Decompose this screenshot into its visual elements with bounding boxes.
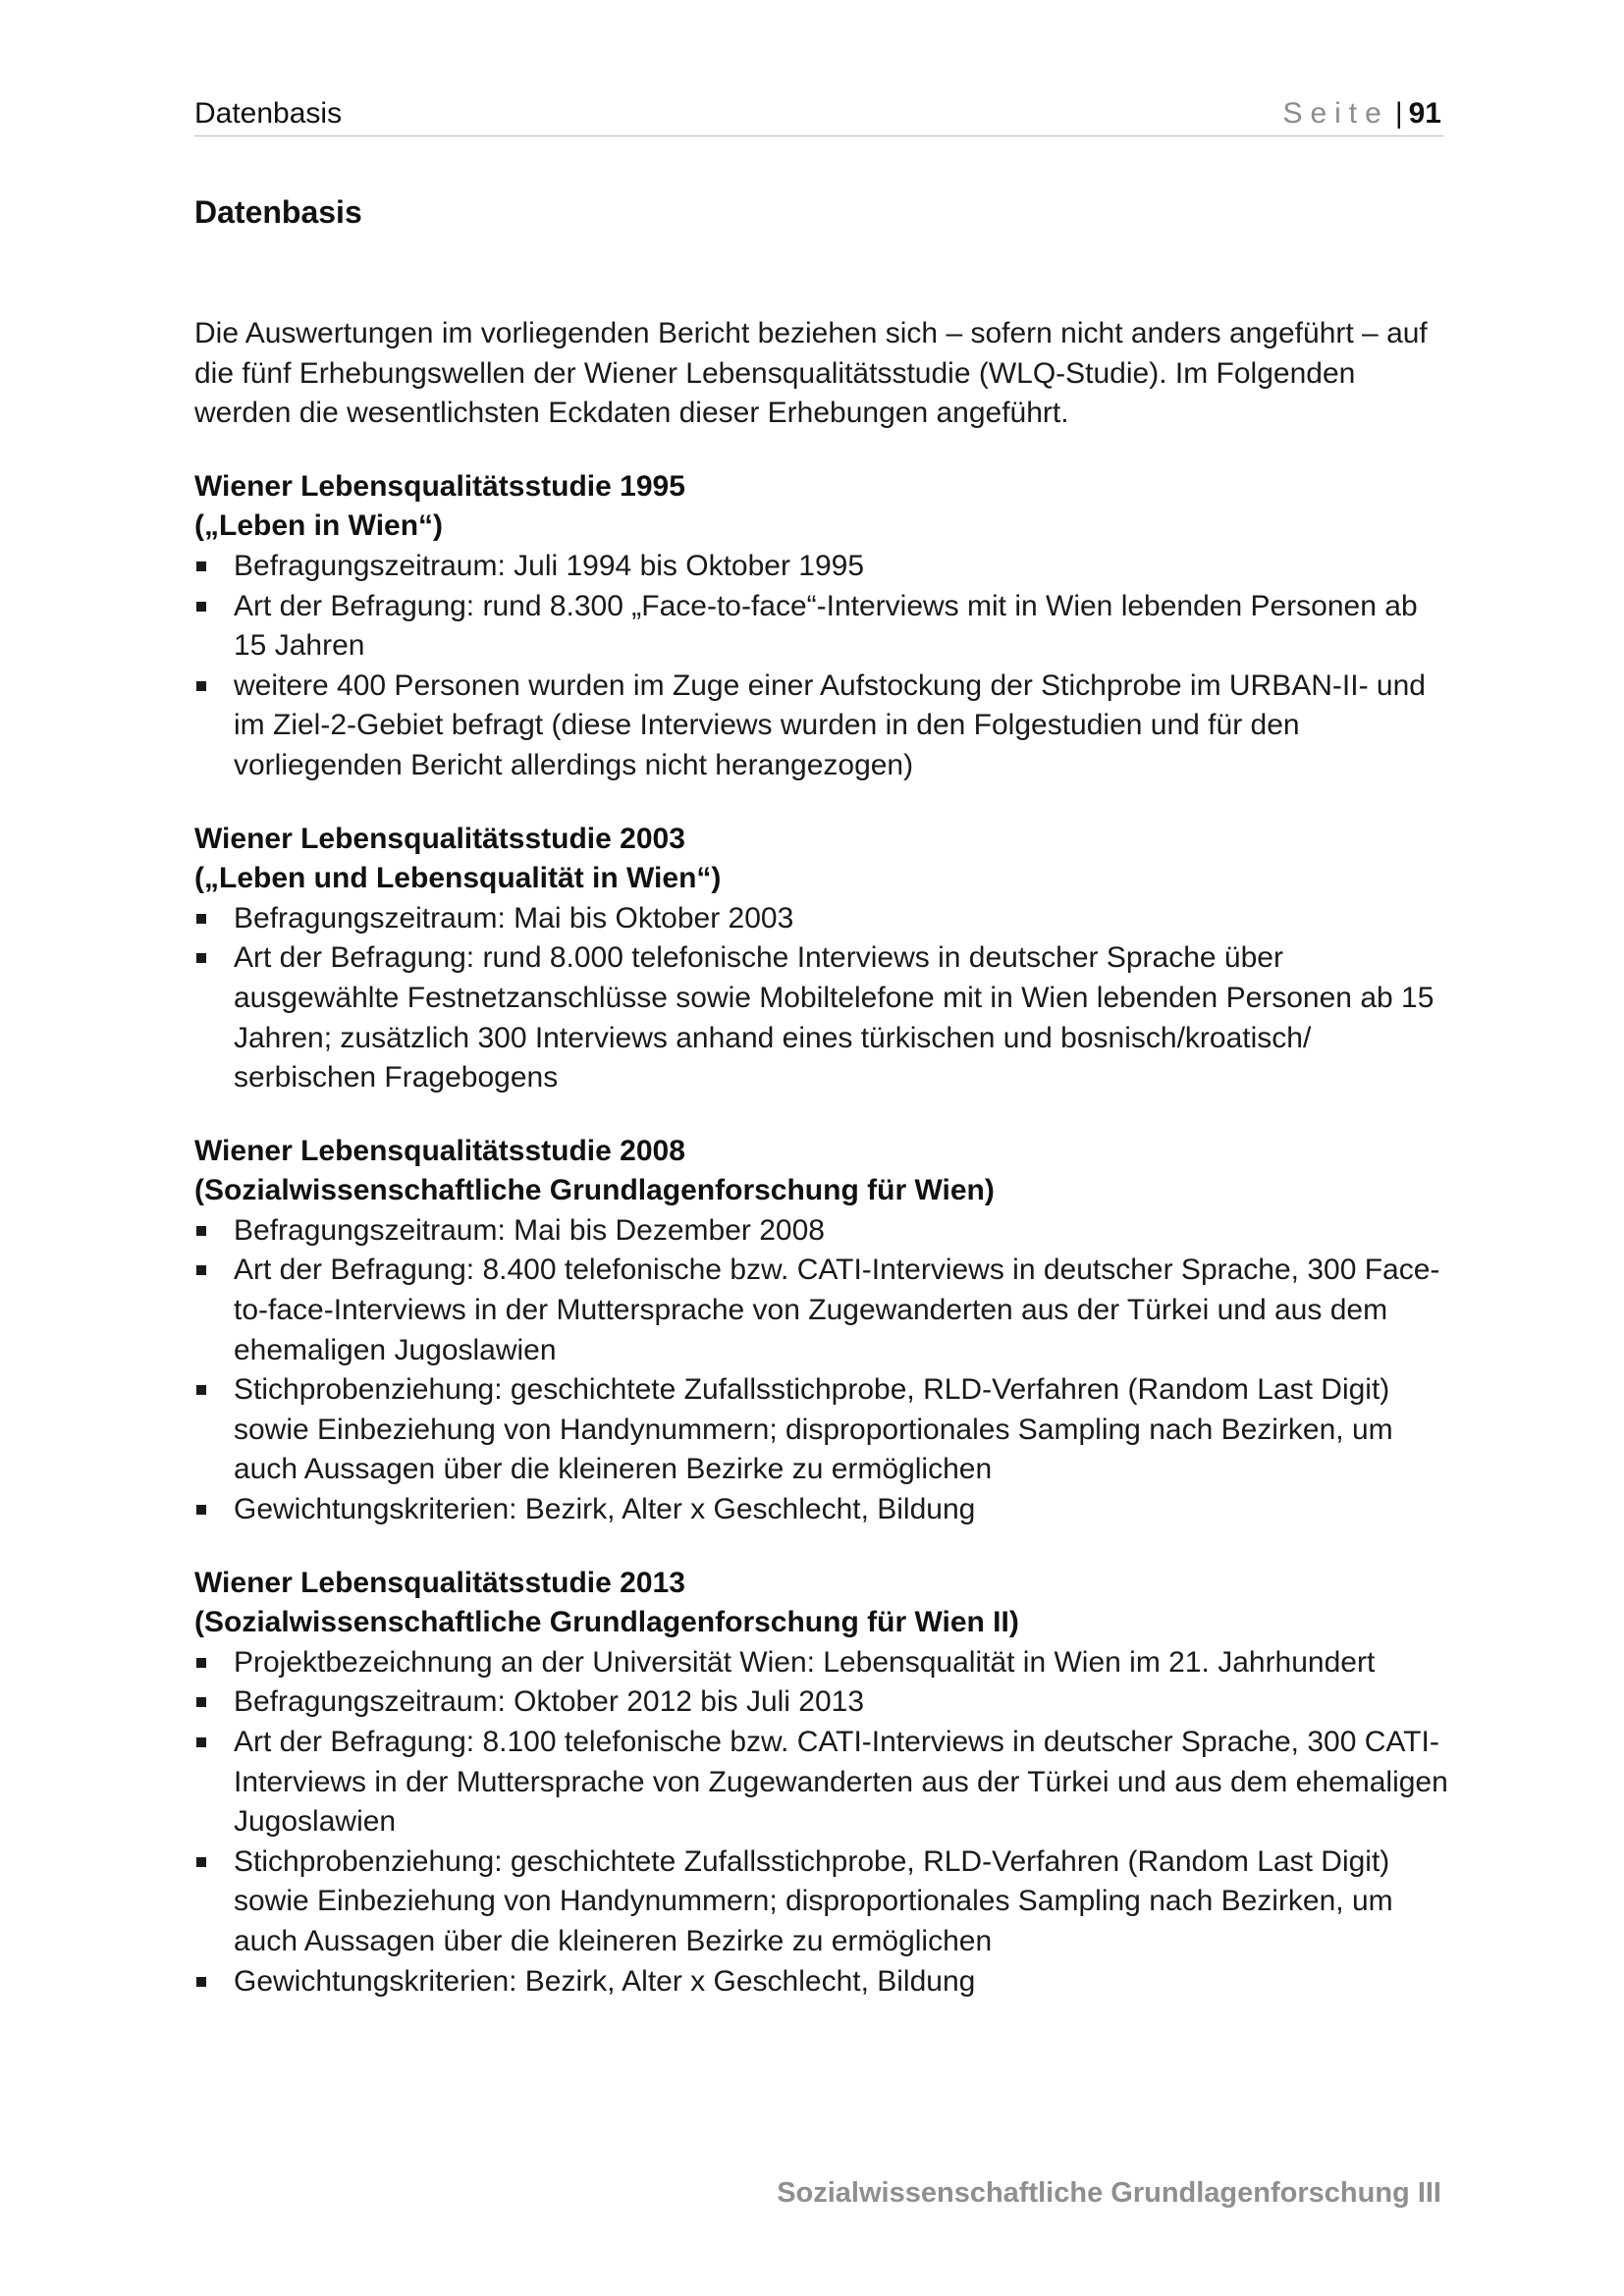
page-header bbox=[194, 96, 1443, 136]
bullet-list bbox=[194, 899, 1451, 1098]
square-bullet-icon bbox=[196, 1226, 206, 1236]
list-item bbox=[194, 1251, 1451, 1370]
page-title: Datenbasis bbox=[194, 194, 362, 230]
bullet-list bbox=[194, 1211, 1451, 1530]
seite-label: Seite bbox=[1282, 97, 1389, 130]
list-item-text: Gewichtungskriterien: Bezirk, Alter x Geschlecht, Bildung bbox=[234, 1964, 976, 1998]
section-title: Wiener Lebensqualitätsstudie 2003 bbox=[194, 822, 685, 855]
header-separator: | bbox=[1394, 97, 1403, 130]
list-item-text: Art der Befragung: rund 8.300 „Face-to-face“-Interviews mit in Wien lebenden Personen ab 15 Jahren bbox=[234, 589, 1418, 663]
section-2008 bbox=[194, 1132, 1451, 1530]
section-subtitle: (Sozialwissenschaftliche Grundlagenforschung für Wien) bbox=[194, 1174, 995, 1207]
list-item bbox=[194, 938, 1451, 1097]
square-bullet-icon bbox=[196, 1265, 206, 1275]
section-title: Wiener Lebensqualitätsstudie 2013 bbox=[194, 1566, 685, 1599]
list-item-text: Stichprobenziehung: geschichtete Zufallsstichprobe, RLD-Verfahren (Random Last Digit) sowie Einbeziehung von Handynummern; disproportionales Sampling nach Bezirken, um auch Aussagen über die kleineren Bezirke zu ermöglichen bbox=[234, 1844, 1393, 1957]
square-bullet-icon bbox=[196, 602, 206, 612]
header-title: Datenbasis bbox=[194, 97, 343, 130]
square-bullet-icon bbox=[196, 1658, 206, 1668]
square-bullet-icon bbox=[196, 1505, 206, 1515]
list-item-text: Art der Befragung: 8.100 telefonische bzw. CATI-Interviews in deutscher Sprache, 300 CATI-Interviews in der Muttersprache von Zugewanderten aus der Türkei und aus dem ehemaligen Jugoslawien bbox=[234, 1726, 1448, 1839]
page-number: 91 bbox=[1408, 97, 1441, 130]
square-bullet-icon bbox=[196, 681, 206, 691]
list-item-text: Befragungszeitraum: Mai bis Dezember 2008 bbox=[234, 1213, 825, 1247]
section-subtitle: („Leben in Wien“) bbox=[194, 509, 444, 543]
square-bullet-icon bbox=[196, 1737, 206, 1747]
square-bullet-icon bbox=[196, 561, 206, 571]
intro-paragraph: Die Auswertungen im vorliegenden Bericht beziehen sich – sofern nicht anders angeführt – auf die fünf Erhebungswellen der Wiener Lebensqualitätsstudie (WLQ-Studie). Im Folgenden werden die wesentlichsten Eckdaten dieser Erhebungen angeführt. bbox=[194, 317, 1428, 430]
section-2003 bbox=[194, 820, 1451, 1098]
header-page-indicator bbox=[1282, 96, 1441, 132]
section-subtitle: („Leben und Lebensqualität in Wien“) bbox=[194, 862, 722, 895]
bullet-list bbox=[194, 1643, 1451, 2002]
square-bullet-icon bbox=[196, 1857, 206, 1867]
list-item-text: Befragungszeitraum: Mai bis Oktober 2003 bbox=[234, 901, 794, 934]
square-bullet-icon bbox=[196, 1977, 206, 1987]
page-footer: Sozialwissenschaftliche Grundlagenforschung III bbox=[777, 2177, 1441, 2209]
list-item-text: Art der Befragung: 8.400 telefonische bzw. CATI-Interviews in deutscher Sprache, 300 Face-to-face-Interviews in der Muttersprache von Zugewanderten aus der Türkei und aus dem ehemaligen Jugoslawien bbox=[234, 1254, 1440, 1366]
list-item-text: Projektbezeichnung an der Universität Wien: Lebensqualität in Wien im 21. Jahrhundert bbox=[234, 1645, 1376, 1679]
list-item bbox=[194, 1490, 1451, 1530]
square-bullet-icon bbox=[196, 953, 206, 963]
section-title: Wiener Lebensqualitätsstudie 2008 bbox=[194, 1134, 685, 1167]
list-item bbox=[194, 1370, 1451, 1490]
bullet-list bbox=[194, 547, 1451, 786]
list-item bbox=[194, 1643, 1451, 1683]
list-item bbox=[194, 1723, 1451, 1842]
list-item bbox=[194, 1962, 1451, 2002]
list-item bbox=[194, 1211, 1451, 1252]
list-item bbox=[194, 667, 1451, 786]
list-item-text: weitere 400 Personen wurden im Zuge einer Aufstockung der Stichprobe im URBAN-II- und im Ziel-2-Gebiet befragt (diese Interviews wurden in den Folgestudien und für den vorliegenden Bericht allerdings nicht herangezogen) bbox=[234, 668, 1426, 781]
list-item bbox=[194, 899, 1451, 939]
section-2013 bbox=[194, 1564, 1451, 2002]
section-title: Wiener Lebensqualitätsstudie 1995 bbox=[194, 469, 685, 503]
list-item bbox=[194, 1682, 1451, 1723]
list-item bbox=[194, 547, 1451, 587]
list-item-text: Befragungszeitraum: Juli 1994 bis Oktober 1995 bbox=[234, 549, 865, 582]
list-item-text: Stichprobenziehung: geschichtete Zufallsstichprobe, RLD-Verfahren (Random Last Digit) sowie Einbeziehung von Handynummern; disproportionales Sampling nach Bezirken, um auch Aussagen über die kleineren Bezirke zu ermöglichen bbox=[234, 1373, 1393, 1486]
square-bullet-icon bbox=[196, 1697, 206, 1707]
section-subtitle: (Sozialwissenschaftliche Grundlagenforschung für Wien II) bbox=[194, 1606, 1019, 1639]
list-item-text: Gewichtungskriterien: Bezirk, Alter x Geschlecht, Bildung bbox=[234, 1493, 976, 1526]
square-bullet-icon bbox=[196, 1385, 206, 1395]
square-bullet-icon bbox=[196, 914, 206, 924]
main-content bbox=[194, 187, 1451, 2002]
list-item bbox=[194, 587, 1451, 667]
section-1995 bbox=[194, 467, 1451, 786]
list-item-text: Befragungszeitraum: Oktober 2012 bis Juli 2013 bbox=[234, 1685, 865, 1719]
list-item-text: Art der Befragung: rund 8.000 telefonische Interviews in deutscher Sprache über ausgewählte Festnetzanschlüsse sowie Mobiltelefone mit in Wien lebenden Personen ab 15 Jahren; zusätzlich 300 Interviews anhand eines türkischen und bosnisch/kroatisch/ serbischen Fragebogens bbox=[234, 941, 1435, 1095]
list-item bbox=[194, 1842, 1451, 1962]
